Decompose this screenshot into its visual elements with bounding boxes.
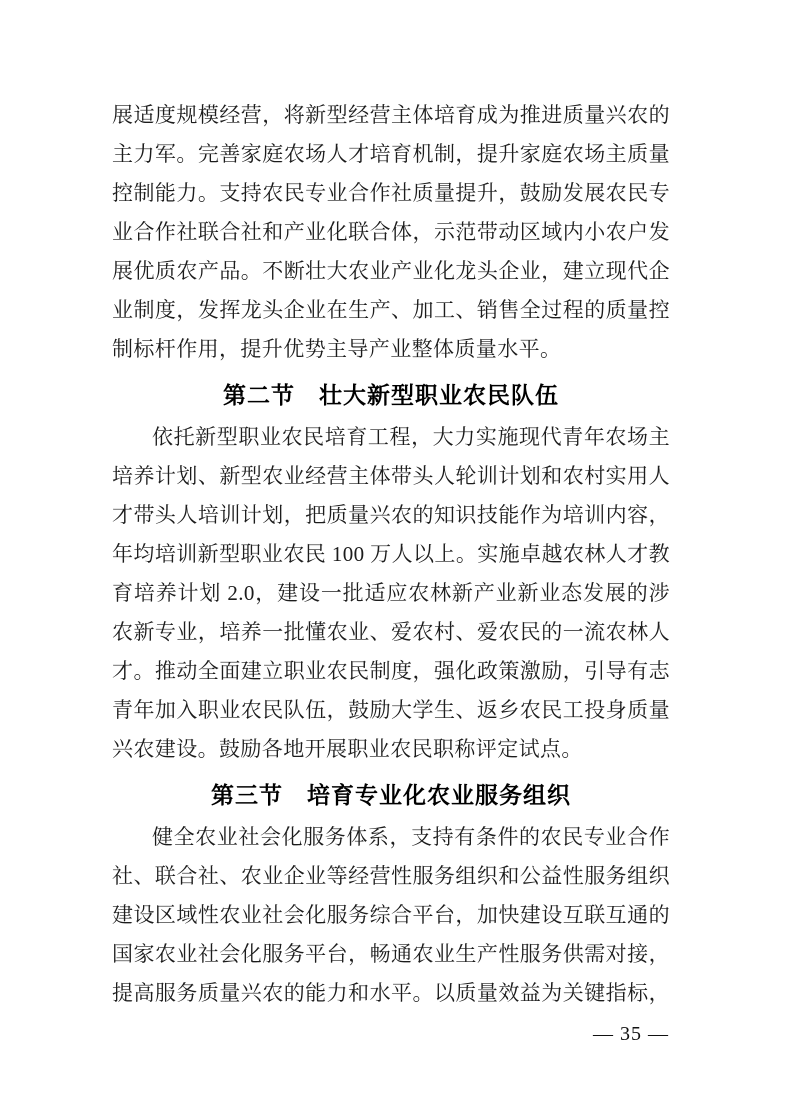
section-heading-3: 第三节 培育专业化农业服务组织 xyxy=(211,783,571,808)
body-line: 国家农业社会化服务平台，畅通农业生产性服务供需对接， xyxy=(112,942,670,966)
body-line: 展优质农产品。不断壮大农业产业化龙头企业，建立现代企 xyxy=(112,259,670,283)
body-line: 建设区域性农业社会化服务综合平台，加快建设互联互通的 xyxy=(112,903,670,927)
body-line: 育培养计划 2.0，建设一批适应农林新产业新业态发展的涉 xyxy=(112,581,670,605)
paragraph-2 xyxy=(112,418,670,769)
body-line: 青年加入职业农民队伍，鼓励大学生、返乡农民工投身质量 xyxy=(112,698,670,722)
body-line: 才带头人培训计划，把质量兴农的知识技能作为培训内容， xyxy=(112,503,670,527)
body-line: 主力军。完善家庭农场人才培育机制，提升家庭农场主质量 xyxy=(112,142,670,166)
body-line: 提高服务质量兴农的能力和水平。以质量效益为关键指标， xyxy=(112,981,670,1005)
body-line: 兴农建设。鼓励各地开展职业农民职称评定试点。 xyxy=(112,737,583,761)
document-body xyxy=(112,96,670,1013)
body-line: 才。推动全面建立职业农民制度，强化政策激励，引导有志 xyxy=(112,659,670,683)
paragraph-1 xyxy=(112,96,670,369)
body-line: 控制能力。支持农民专业合作社质量提升，鼓励发展农民专 xyxy=(112,181,670,205)
page-number: — 35 — xyxy=(593,1023,669,1045)
body-line: 社、联合社、农业企业等经营性服务组织和公益性服务组织 xyxy=(112,864,670,888)
body-line: 培养计划、新型农业经营主体带头人轮训计划和农村实用人 xyxy=(112,464,670,488)
section-heading-2: 第二节 壮大新型职业农民队伍 xyxy=(223,383,559,408)
body-line: 依托新型职业农民培育工程，大力实施现代青年农场主 xyxy=(152,425,670,449)
paragraph-3 xyxy=(112,818,670,1013)
body-line: 健全农业社会化服务体系，支持有条件的农民专业合作 xyxy=(152,825,670,849)
body-line: 年均培训新型职业农民 100 万人以上。实施卓越农林人才教 xyxy=(112,542,670,566)
body-line: 制标杆作用，提升优势主导产业整体质量水平。 xyxy=(112,337,562,361)
body-line: 农新专业，培养一批懂农业、爱农村、爱农民的一流农林人 xyxy=(112,620,670,644)
body-line: 业合作社联合社和产业化联合体，示范带动区域内小农户发 xyxy=(112,220,670,244)
body-line: 展适度规模经营，将新型经营主体培育成为推进质量兴农的 xyxy=(112,103,670,127)
body-line: 业制度，发挥龙头企业在生产、加工、销售全过程的质量控 xyxy=(112,298,670,322)
